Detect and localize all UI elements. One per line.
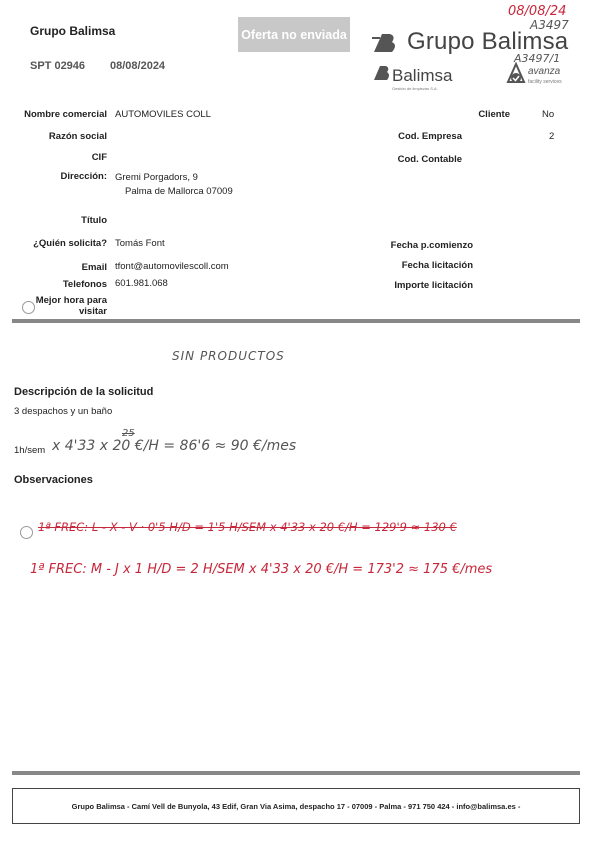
- avanza-logo-icon: [506, 62, 526, 91]
- label-cif: CIF: [91, 152, 107, 163]
- label-fecha-comienzo: Fecha p.comienzo: [390, 240, 473, 251]
- logo-title: Grupo Balimsa: [407, 28, 569, 55]
- label-fecha-licitacion: Fecha licitación: [401, 260, 473, 271]
- handwritten-price-calc: x 4'33 x 20 €/H = 86'6 ≈ 90 €/mes: [52, 438, 297, 454]
- label-cod-empresa: Cod. Empresa: [398, 131, 462, 142]
- value-cod-empresa: 2: [549, 131, 555, 142]
- avanza-brand: avanza: [528, 66, 561, 77]
- handwritten-code-2: A3497/1: [514, 52, 561, 65]
- scan-hole-icon-2: [20, 526, 33, 539]
- label-direccion: Dirección:: [60, 171, 107, 182]
- scan-hole-icon: [22, 301, 35, 314]
- handwritten-products-note: SIN PRODUCTOS: [172, 349, 285, 363]
- value-telefonos: 601.981.068: [115, 278, 168, 289]
- footer: [12, 788, 580, 824]
- descripcion-title: Descripción de la solicitud: [14, 386, 154, 398]
- footer-text: Grupo Balimsa - Camí Vell de Bunyola, 43 Edif, Gran Via Asima, despacho 17 - 07009 - Palma - 971 750 424 - info@balimsa.es -: [71, 801, 521, 811]
- value-quien-solicita: Tomás Font: [115, 238, 165, 249]
- logo-subtitle: [392, 66, 452, 91]
- avanza-tagline: facility services: [528, 79, 562, 85]
- divider-top: [12, 319, 580, 323]
- value-nombre-comercial: AUTOMOVILES COLL: [115, 109, 211, 120]
- descripcion-frequency: 1h/sem: [14, 445, 46, 456]
- divider-bottom: [12, 771, 580, 775]
- handwritten-obs-line-2: 1ª FREC: M - J x 1 H/D = 2 H/SEM x 4'33 x 20 €/H = 173'2 ≈ 175 €/mes: [30, 562, 493, 577]
- balimsa-sub-logo-icon: [372, 64, 392, 87]
- handwritten-obs-line-1: 1ª FREC: L - X - V · 0'5 H/D = 1'5 H/SEM x 4'33 x 20 €/H = 129'9 ≈ 130 €: [38, 520, 457, 534]
- observaciones-title: Observaciones: [14, 474, 93, 486]
- spt-number: SPT 02946: [30, 60, 86, 72]
- value-direccion-line2: Palma de Mallorca 07009: [125, 186, 233, 197]
- label-email: Email: [81, 262, 107, 273]
- value-direccion-line1: Gremi Porgadors, 9: [115, 172, 198, 183]
- handwritten-code-1: A3497: [530, 18, 569, 32]
- handwritten-date: 08/08/24: [508, 4, 567, 19]
- label-cod-contable: Cod. Contable: [397, 154, 462, 165]
- descripcion-text: 3 despachos y un baño: [14, 406, 113, 417]
- logo-subtitle-name: Balimsa: [392, 66, 453, 85]
- status-badge: Oferta no enviada: [238, 17, 350, 52]
- label-importe-licitacion: Importe licitación: [394, 280, 473, 291]
- label-telefonos: Telefonos: [62, 279, 107, 290]
- label-razon-social: Razón social: [48, 131, 107, 142]
- label-nombre-comercial: Nombre comercial: [24, 109, 107, 120]
- label-mejor-hora: Mejor hora para visitar: [35, 295, 107, 317]
- label-titulo: Título: [81, 215, 107, 226]
- request-date: 08/08/2024: [110, 60, 166, 72]
- value-email: tfont@automovilescoll.com: [115, 261, 229, 272]
- company-name: Grupo Balimsa: [30, 24, 116, 38]
- balimsa-logo-icon: [370, 30, 400, 61]
- label-cliente: Cliente: [478, 109, 510, 120]
- label-quien-solicita: ¿Quién solicita?: [33, 238, 107, 249]
- value-cliente: No: [542, 109, 555, 120]
- handwritten-struck-rate: 25: [122, 428, 135, 439]
- logo-subtitle-tag: Gestión de limpiezas S.A.: [392, 86, 438, 91]
